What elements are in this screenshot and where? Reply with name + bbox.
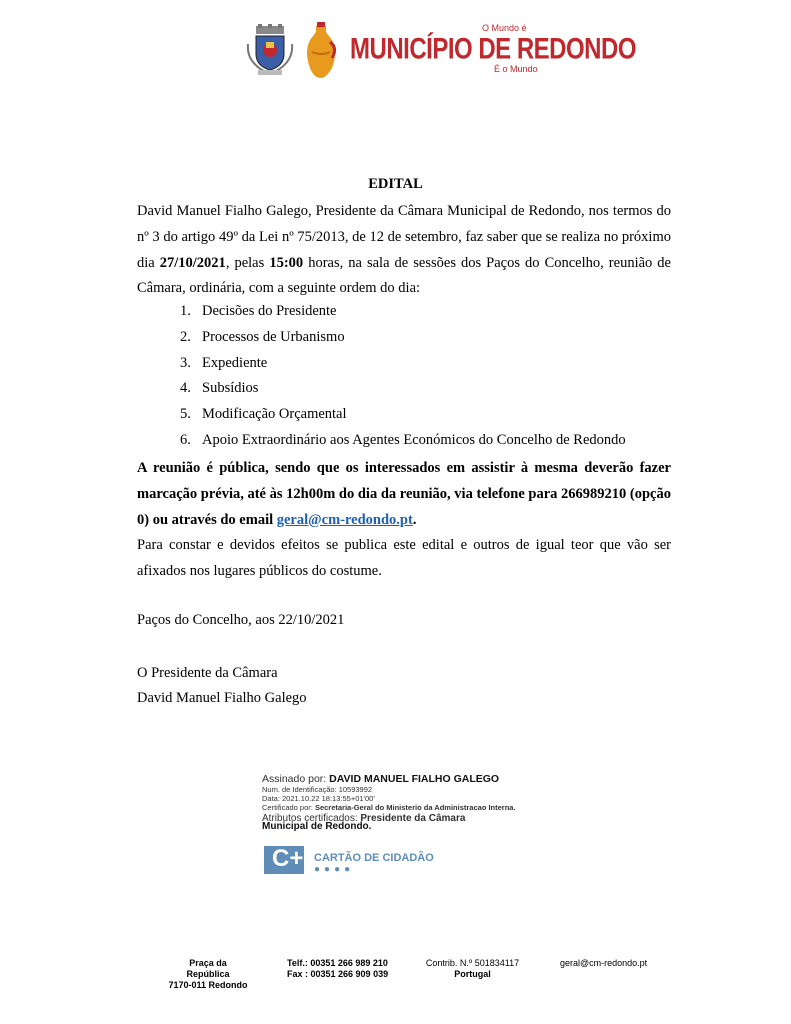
agenda-list bbox=[180, 299, 626, 454]
agenda-number: 1. bbox=[180, 303, 191, 319]
notice-text: A reunião é pública, sendo que os interessados em assistir à mesma deverão fazer marcação prévia, até às 12h00m do dia da reunião, via telefone para 266989210 (opção 0) ou através do email bbox=[137, 460, 671, 528]
agenda-number: 2. bbox=[180, 328, 191, 345]
citizen-card-dots: ●●●● bbox=[314, 864, 355, 875]
clay-jug-logo-icon bbox=[302, 22, 340, 80]
list-item bbox=[180, 325, 626, 351]
meeting-date: 27/10/2021 bbox=[159, 254, 226, 271]
intro-paragraph bbox=[137, 199, 671, 302]
certified-by-line bbox=[262, 803, 522, 812]
list-item bbox=[180, 376, 626, 402]
list-item bbox=[180, 299, 626, 325]
footer-email: geral@cm-redondo.pt bbox=[560, 958, 648, 968]
place-date: Paços do Concelho, aos 22/10/2021 bbox=[137, 612, 345, 628]
signature-date: Data: 2021.10.22 18:13:55+01'00' bbox=[262, 794, 375, 803]
footer-address-line-2: 7170-011 Redondo bbox=[168, 980, 248, 990]
meeting-time: 15:00 bbox=[269, 254, 304, 271]
list-item bbox=[180, 351, 626, 377]
agenda-number: 6. bbox=[180, 431, 191, 448]
signed-by-label: Assinado por: bbox=[262, 773, 327, 785]
agenda-number: 3. bbox=[180, 354, 191, 371]
public-notice-paragraph bbox=[137, 456, 671, 533]
notice-end: . bbox=[412, 511, 417, 528]
agenda-text: Decisões do Presidente bbox=[202, 303, 337, 319]
list-item bbox=[180, 402, 626, 428]
certified-by-label: Certificado por: bbox=[262, 803, 313, 812]
agenda-text: Expediente bbox=[202, 354, 268, 371]
agenda-number: 4. bbox=[180, 380, 191, 397]
signed-by-name: DAVID MANUEL FIALHO GALEGO bbox=[329, 773, 500, 785]
citizen-card-badge bbox=[262, 846, 432, 876]
attributes-value-2: Municipal de Redondo. bbox=[262, 821, 372, 832]
footer-phone: Telf.: 00351 266 989 210 bbox=[287, 958, 388, 968]
citizen-card-icon: C+ bbox=[264, 846, 304, 874]
agenda-number: 5. bbox=[180, 406, 191, 423]
closing-paragraph: Para constar e devidos efeitos se publica este edital e outros de igual teor que vão ser afixados nos lugares públicos do costume. bbox=[137, 537, 671, 579]
document-title: EDITAL bbox=[368, 176, 423, 192]
footer-address bbox=[168, 958, 248, 991]
brand-tagline-bottom: É o Mundo bbox=[494, 64, 538, 74]
footer-fax: Fax : 00351 266 909 039 bbox=[287, 969, 389, 979]
citizen-card-label: CARTÃO DE CIDADÃO bbox=[314, 852, 434, 864]
attributes-value: Presidente da Câmara bbox=[360, 813, 466, 824]
coat-of-arms-icon bbox=[246, 24, 294, 76]
footer-tax bbox=[425, 958, 520, 980]
letterhead bbox=[246, 20, 637, 80]
intro-text-2: , pelas bbox=[225, 254, 270, 271]
agenda-text: Subsídios bbox=[202, 380, 259, 397]
signer-role: O Presidente da Câmara bbox=[137, 665, 278, 681]
signer-name: David Manuel Fialho Galego bbox=[137, 690, 307, 706]
footer-phones bbox=[287, 958, 392, 980]
municipality-brand-title: MUNICÍPIO DE REDONDO bbox=[350, 32, 637, 66]
email-link[interactable]: geral@cm-redondo.pt bbox=[276, 511, 413, 528]
footer-country: Portugal bbox=[454, 969, 491, 979]
footer-contrib: Contrib. N.º 501834117 bbox=[425, 958, 520, 968]
footer-address-line-1: Praça da República bbox=[186, 958, 230, 979]
intro-text-1: David Manuel Fialho Galego, Presidente da Câmara Municipal de Redondo, nos termos do nº 3 do artigo 49º da Lei nº 75/2013, de 12 de setembro, faz saber que se realiza no próximo dia bbox=[137, 203, 671, 271]
agenda-text: Modificação Orçamental bbox=[202, 406, 347, 423]
certified-by-value: Secretaria-Geral do Ministerio da Administracao Interna. bbox=[314, 803, 516, 812]
brand-tagline-top: O Mundo é bbox=[482, 23, 527, 33]
digital-signature-block bbox=[262, 773, 522, 832]
list-item bbox=[180, 428, 626, 454]
signature-id: Num. de Identificação: 10593992 bbox=[262, 785, 373, 794]
agenda-text: Processos de Urbanismo bbox=[202, 328, 345, 345]
signed-by-line bbox=[262, 773, 522, 785]
agenda-text: Apoio Extraordinário aos Agentes Económicos do Concelho de Redondo bbox=[202, 431, 626, 448]
intro-text-3: horas, na sala de sessões dos Paços do Concelho, reunião de Câmara, ordinária, com a seguinte ordem do dia: bbox=[137, 254, 671, 297]
attributes-label: Atributos certificados: bbox=[262, 813, 358, 824]
